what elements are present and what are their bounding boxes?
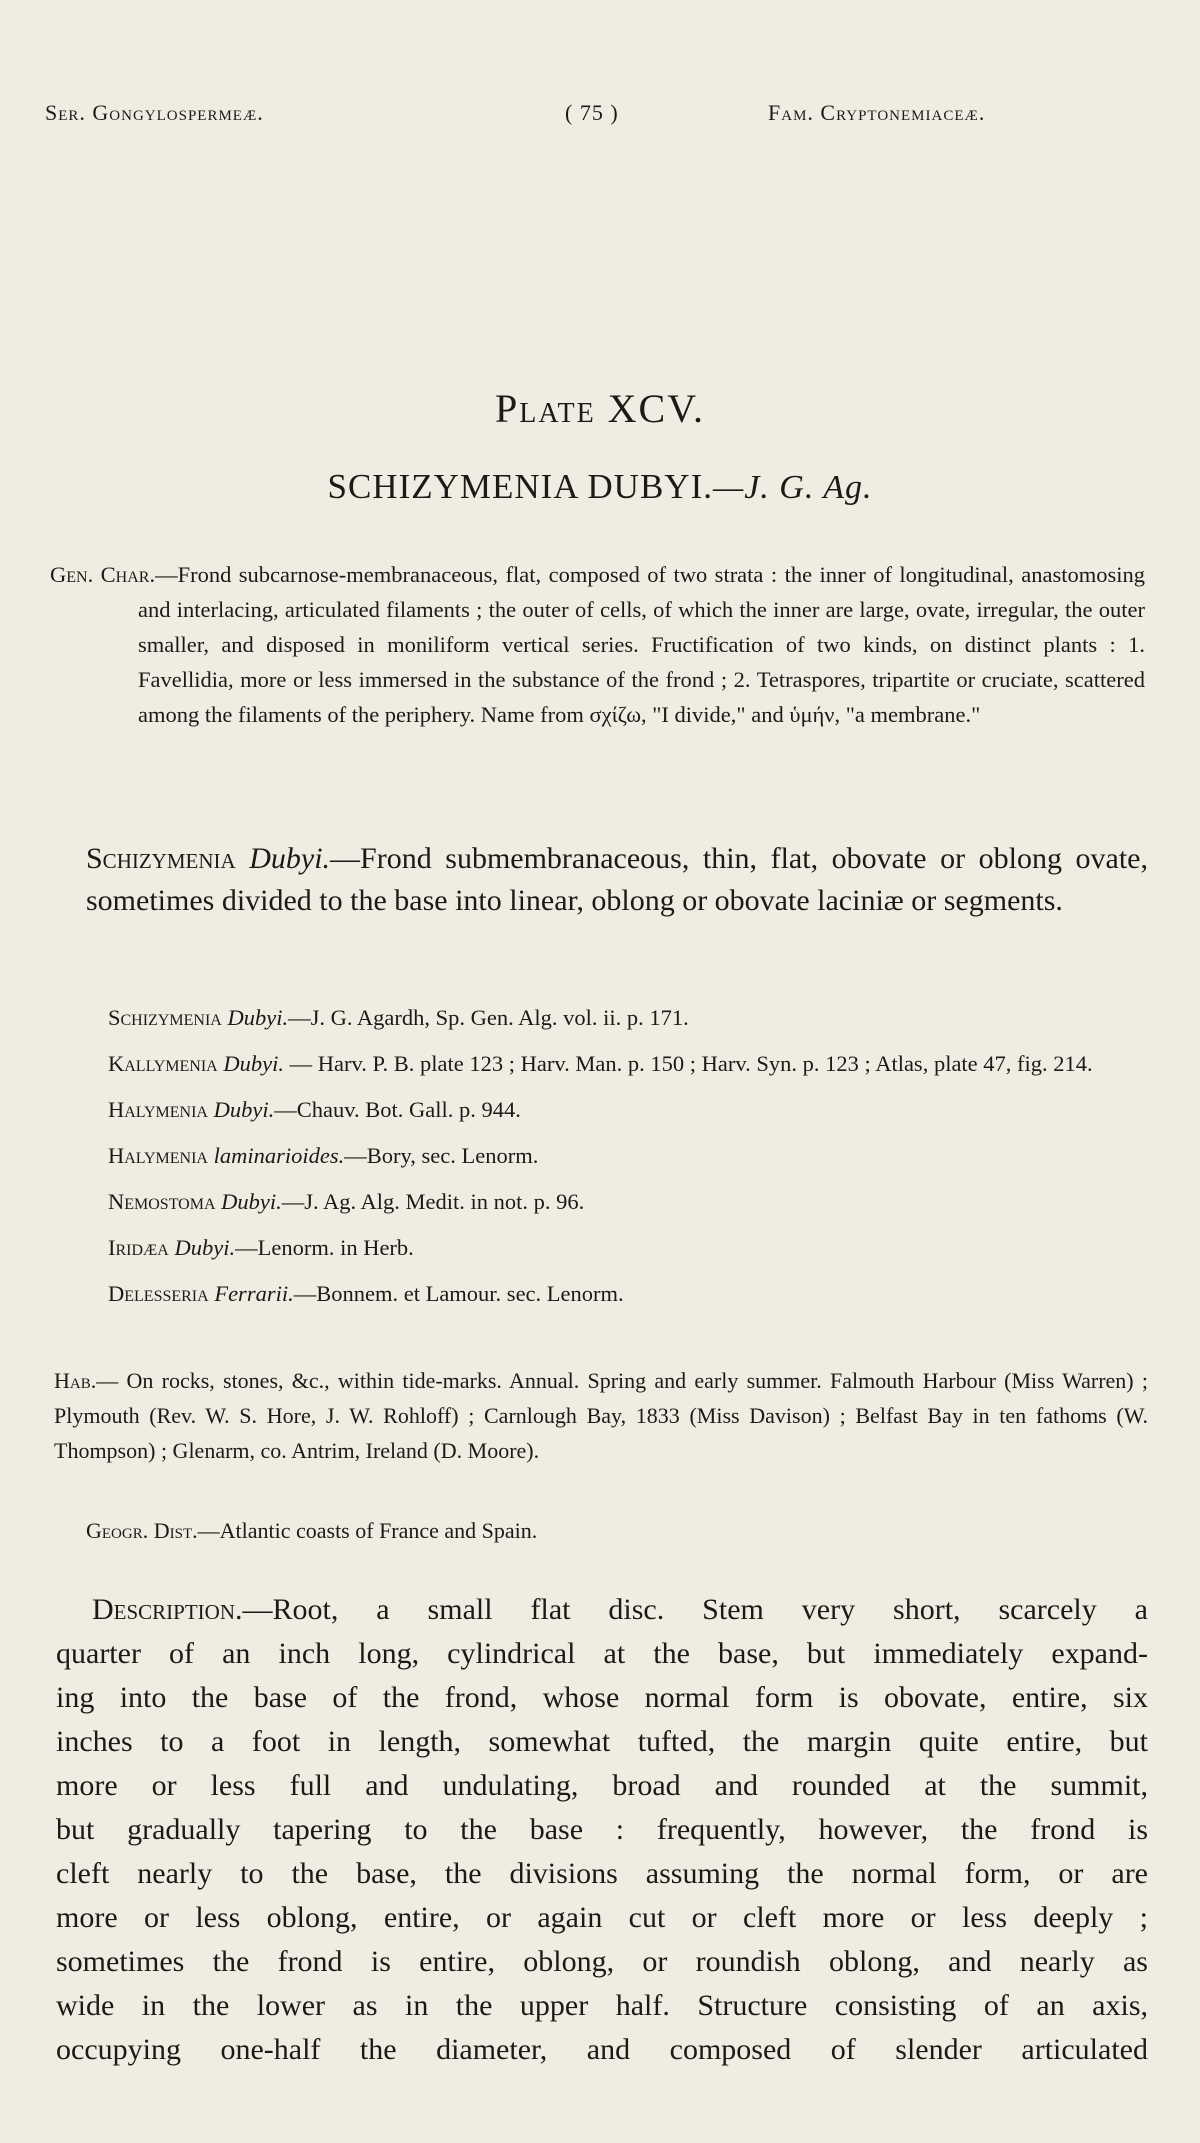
synonym-item bbox=[108, 1232, 1148, 1264]
synonym-citation: —Chauv. Bot. Gall. p. 944. bbox=[274, 1097, 521, 1122]
synonym-citation: —Lenorm. in Herb. bbox=[235, 1235, 414, 1260]
synonym-citation: —J. Ag. Alg. Medit. in not. p. 96. bbox=[281, 1189, 585, 1214]
synonym-genus: Halymenia bbox=[108, 1097, 208, 1122]
species-title bbox=[0, 467, 1200, 507]
synonym-species: Dubyi. bbox=[221, 1189, 282, 1214]
synonym-citation: —J. G. Agardh, Sp. Gen. Alg. vol. ii. p. 171. bbox=[288, 1005, 689, 1030]
schiz-label: Schizymenia bbox=[86, 842, 236, 875]
page-number: ( 75 ) bbox=[565, 100, 619, 125]
description-line: wide in the lower as in the upper half. Structure consisting of an axis, bbox=[56, 1989, 1148, 2022]
description bbox=[56, 1588, 1148, 2072]
species-name: SCHIZYMENIA DUBYI. bbox=[327, 467, 713, 506]
synonym-item bbox=[108, 1048, 1148, 1080]
synonym-item bbox=[108, 1002, 1148, 1034]
synonym-genus: Kallymenia bbox=[108, 1051, 218, 1076]
plate-title: Plate XCV. bbox=[495, 386, 705, 431]
description-line: quarter of an inch long, cylindrical at the base, but immediately expand- bbox=[56, 1637, 1148, 1670]
gen-char-label: Gen. Char. bbox=[50, 562, 156, 587]
synonym-genus: Delesseria bbox=[108, 1281, 209, 1306]
synonym-item bbox=[108, 1094, 1148, 1126]
synonym-species: laminarioides. bbox=[213, 1143, 345, 1168]
schiz-epithet: Dubyi. bbox=[249, 842, 331, 875]
synonym-item bbox=[108, 1186, 1148, 1218]
synonym-genus: Halymenia bbox=[108, 1143, 208, 1168]
description-line: occupying one-half the diameter, and composed of slender articulated bbox=[56, 2033, 1148, 2066]
synonym-citation: — Harv. P. B. plate 123 ; Harv. Man. p. 150 ; Harv. Syn. p. 123 ; Atlas, plate 47, fig. 214. bbox=[284, 1051, 1093, 1076]
running-head-left: Ser. Gongylospermeæ. bbox=[45, 100, 264, 125]
habitat bbox=[54, 1363, 1148, 1468]
synonym-species: Dubyi. bbox=[174, 1235, 236, 1260]
synonym-genus: Iridæa bbox=[108, 1235, 169, 1260]
species-author: —J. G. Ag. bbox=[712, 469, 873, 506]
description-line: more or less oblong, entire, or again cut or cleft more or less deeply ; bbox=[56, 1901, 1148, 1934]
synonym-genus: Schizymenia bbox=[108, 1005, 222, 1030]
synonym-species: Dubyi. bbox=[223, 1051, 284, 1076]
synonym-item bbox=[108, 1278, 1148, 1310]
synonym-species: Ferrarii. bbox=[214, 1281, 294, 1306]
synonym-genus: Nemostoma bbox=[108, 1189, 216, 1214]
description-line: but gradually tapering to the base : frequently, however, the frond is bbox=[56, 1813, 1148, 1846]
geogr-label: Geogr. Dist. bbox=[86, 1518, 198, 1543]
synonym-list bbox=[108, 1002, 1148, 1310]
hab-label: Hab. bbox=[54, 1368, 97, 1393]
geographic-distribution bbox=[86, 1515, 1146, 1547]
description-line: inches to a foot in length, somewhat tufted, the margin quite entire, but bbox=[56, 1725, 1148, 1758]
description-label: Description. bbox=[92, 1593, 243, 1626]
synonym-citation: —Bory, sec. Lenorm. bbox=[344, 1143, 539, 1168]
description-line: ing into the base of the frond, whose normal form is obovate, entire, six bbox=[56, 1681, 1148, 1714]
gen-char-text: —Frond subcarnose-membranaceous, flat, composed of two strata : the inner of longitudinal, anastomosing and interlacing, articulated filaments ; the outer of cells, of which the inner are large, ovate, irregular, the outer smaller, and disposed in moniliform vertical series. Fructification of two kinds, on distinct plants : 1. Favellidia, more or less immersed in the substance of the frond ; 2. Tetraspores, tripartite or cruciate, scattered among the filaments of the periphery. Name from σχίζω, "I divide," and ὑμήν, "a membrane." bbox=[138, 562, 1145, 727]
synonym-citation: —Bonnem. et Lamour. sec. Lenorm. bbox=[293, 1281, 624, 1306]
synonym-species: Dubyi. bbox=[213, 1097, 275, 1122]
synonym-item bbox=[108, 1140, 1148, 1172]
species-diagnosis bbox=[86, 838, 1148, 922]
generic-character bbox=[50, 557, 1145, 732]
hab-text: — On rocks, stones, &c., within tide-marks. Annual. Spring and early summer. Falmouth Harbour (Miss Warren) ; Plymouth (Rev. W. S. Hore, J. W. Rohloff) ; Carnlough Bay, 1833 (Miss Davison) ; Belfast Bay in ten fathoms (W. Thompson) ; Glenarm, co. Antrim, Ireland (D. Moore). bbox=[54, 1368, 1148, 1463]
description-line: sometimes the frond is entire, oblong, or roundish oblong, and nearly as bbox=[56, 1945, 1148, 1978]
description-line: cleft nearly to the base, the divisions assuming the normal form, or are bbox=[56, 1857, 1148, 1890]
geogr-text: —Atlantic coasts of France and Spain. bbox=[197, 1518, 538, 1543]
description-line: Description.—Root, a small flat disc. Stem very short, scarcely a bbox=[92, 1593, 1148, 1626]
synonym-species: Dubyi. bbox=[227, 1005, 289, 1030]
description-line: more or less full and undulating, broad and rounded at the summit, bbox=[56, 1769, 1148, 1802]
running-head-right: Fam. Cryptonemiaceæ. bbox=[768, 100, 986, 125]
schiz-text: —Frond submembranaceous, thin, flat, obovate or oblong ovate, sometimes divided to the base into linear, oblong or obovate laciniæ or segments. bbox=[86, 842, 1148, 917]
